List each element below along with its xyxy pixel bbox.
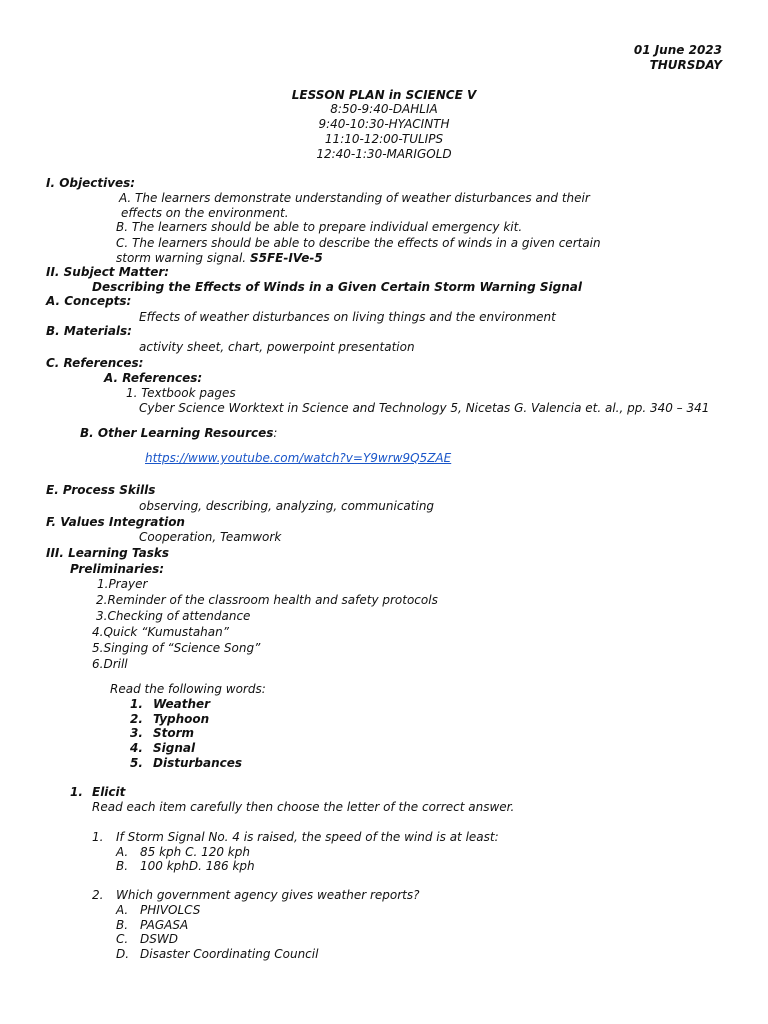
choice-text: PAGASA [140, 918, 189, 932]
preliminary-item: 1.Prayer [97, 577, 148, 591]
word-item: Storm [153, 726, 195, 740]
date: 01 June 2023 [633, 43, 722, 57]
competency-code: S5FE-IVe-5 [249, 251, 323, 265]
choice-letter: B. [116, 918, 129, 932]
elicit-number: 1. [70, 785, 83, 799]
other-resources-colon: : [273, 426, 278, 440]
values-heading: F. Values Integration [46, 515, 185, 529]
preliminary-item: 2.Reminder of the classroom health and safety protocols [96, 593, 438, 607]
schedule-line: 12:40-1:30-MARIGOLD [316, 147, 452, 161]
references-heading: C. References: [46, 356, 144, 370]
materials-text: activity sheet, chart, powerpoint presentation [139, 340, 415, 354]
word-number: 3. [130, 726, 143, 740]
process-skills-heading: E. Process Skills [46, 483, 156, 497]
objective-line: C. The learners should be able to describe the effects of winds in a given certain [116, 236, 601, 250]
preliminary-item: 5.Singing of “Science Song” [92, 641, 261, 655]
question-text: Which government agency gives weather reports? [116, 888, 420, 902]
word-item: Typhoon [153, 712, 210, 726]
choice-text: 100 kphD. 186 kph [140, 859, 255, 873]
elicit-instruction: Read each item carefully then choose the letter of the correct answer. [92, 800, 515, 814]
choice-text: PHIVOLCS [140, 903, 201, 917]
schedule-line: 8:50-9:40-DAHLIA [330, 102, 438, 116]
learning-tasks-heading: III. Learning Tasks [46, 546, 170, 560]
objective-line: B. The learners should be able to prepare individual emergency kit. [116, 220, 523, 234]
choice-text: DSWD [140, 932, 178, 946]
topic: Describing the Effects of Winds in a Given Certain Storm Warning Signal [92, 280, 582, 294]
textbook-label: 1. Textbook pages [126, 386, 236, 400]
word-number: 2. [130, 712, 143, 726]
schedule-line: 11:10-12:00-TULIPS [324, 132, 444, 146]
book-reference: Cyber Science Worktext in Science and Technology 5, Nicetas G. Valencia et. al., pp. 340 – 341 [139, 401, 710, 415]
materials-heading: B. Materials: [46, 324, 132, 338]
choice-letter: D. [116, 947, 130, 961]
other-resources-label: B. Other Learning Resources [80, 426, 274, 440]
elicit-heading: Elicit [92, 785, 126, 799]
concepts-text: Effects of weather disturbances on living things and the environment [139, 310, 556, 324]
references-subheading: A. References: [104, 371, 203, 385]
concepts-heading: A. Concepts: [46, 294, 132, 308]
preliminary-item: 3.Checking of attendance [96, 609, 251, 623]
word-item: Weather [153, 697, 211, 711]
choice-text: Disaster Coordinating Council [140, 947, 319, 961]
other-resources-heading [80, 426, 277, 441]
objective-line: A. The learners demonstrate understanding of weather disturbances and their [119, 191, 590, 205]
youtube-link[interactable]: https://www.youtube.com/watch?v=Y9wrw9Q5ZAE [145, 451, 452, 465]
preliminary-item: 4.Quick “Kumustahan” [92, 625, 229, 639]
values-text: Cooperation, Teamwork [139, 530, 282, 544]
word-number: 1. [130, 697, 143, 711]
choice-letter: A. [116, 903, 129, 917]
objective-text: storm warning signal. [116, 251, 247, 265]
choice-text: 85 kph C. 120 kph [140, 845, 250, 859]
word-item: Signal [153, 741, 196, 755]
word-number: 4. [130, 741, 143, 755]
preliminary-item: 6.Drill [92, 657, 128, 671]
preliminaries-heading: Preliminaries: [70, 562, 165, 576]
choice-letter: A. [116, 845, 129, 859]
schedule-line: 9:40-10:30-HYACINTH [318, 117, 450, 131]
day: THURSDAY [649, 58, 722, 72]
word-item: Disturbances [153, 756, 243, 770]
subject-matter-heading: II. Subject Matter: [46, 265, 170, 279]
choice-letter: B. [116, 859, 129, 873]
objective-line: effects on the environment. [121, 206, 289, 220]
page-title: LESSON PLAN in SCIENCE V [291, 88, 477, 102]
question-number: 1. [92, 830, 104, 844]
read-instruction: Read the following words: [110, 682, 266, 696]
objective-line [116, 251, 323, 266]
question-number: 2. [92, 888, 104, 902]
choice-letter: C. [116, 932, 129, 946]
objectives-heading: I. Objectives: [46, 176, 136, 190]
word-number: 5. [130, 756, 143, 770]
question-text: If Storm Signal No. 4 is raised, the speed of the wind is at least: [116, 830, 499, 844]
process-skills-text: observing, describing, analyzing, communicating [139, 499, 435, 513]
